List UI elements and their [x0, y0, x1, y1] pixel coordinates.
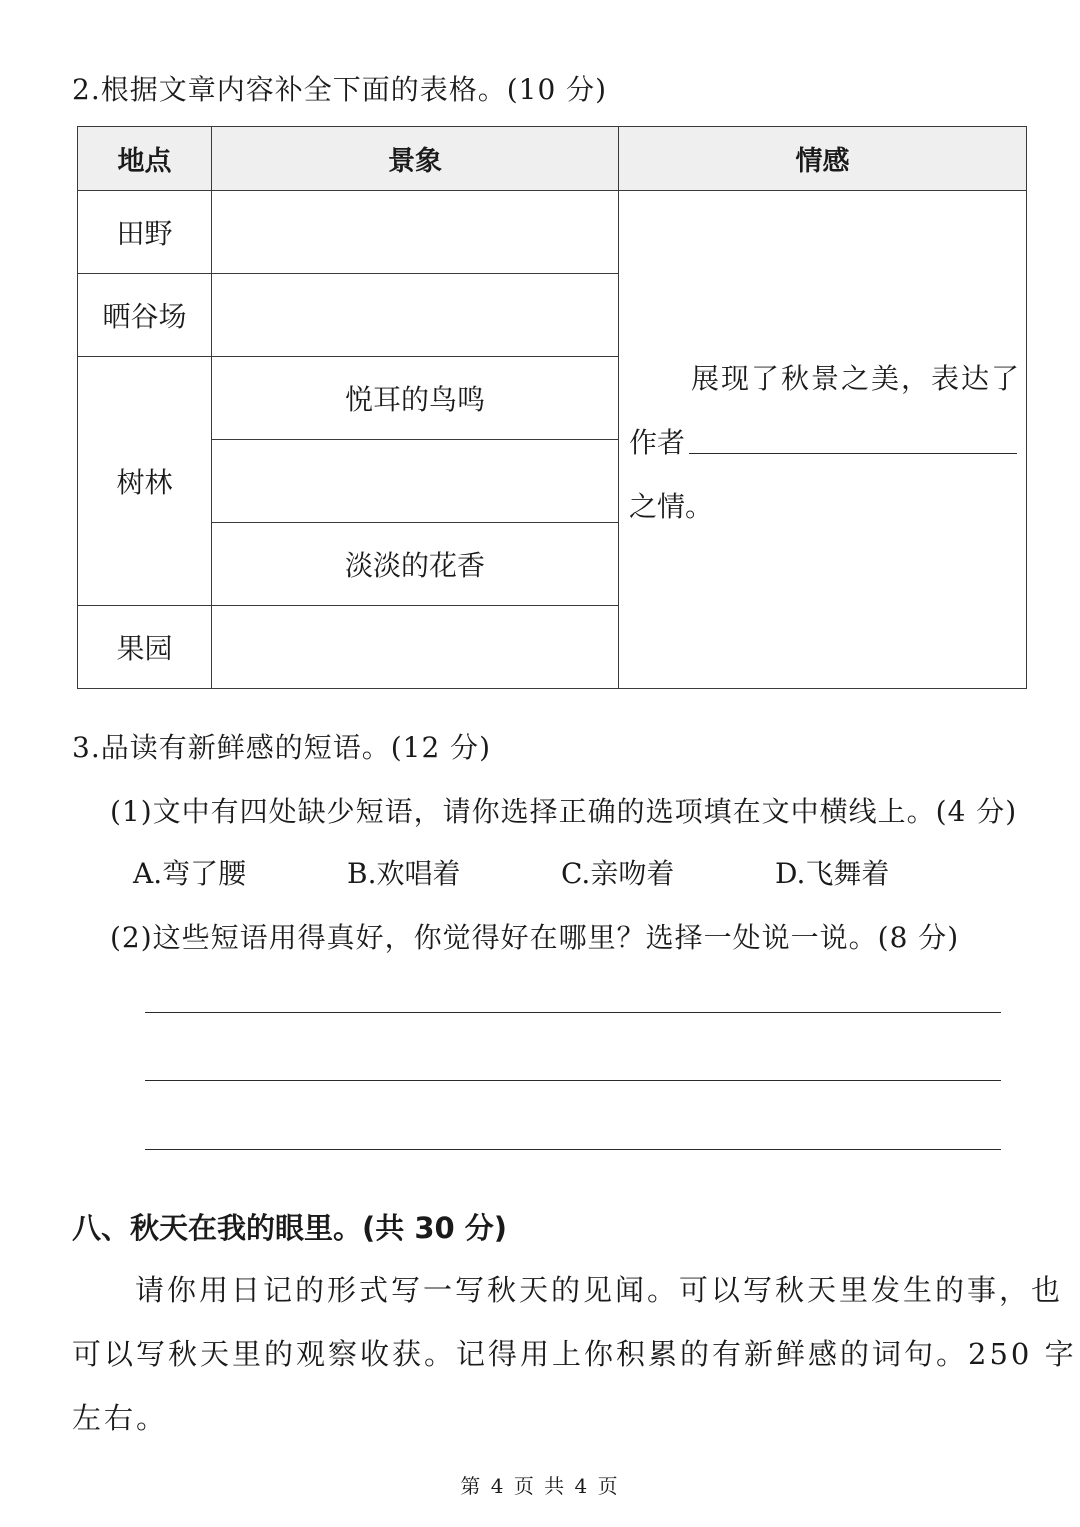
question-3-title: 3.品读有新鲜感的短语。(12 分) — [72, 731, 492, 764]
scene-answer-cell[interactable] — [212, 606, 619, 689]
emotion-line-3: 之情。 — [629, 490, 714, 523]
header-scene: 景象 — [212, 127, 619, 191]
fill-in-table — [77, 126, 1027, 689]
prompt-line-3: 左右。 — [72, 1401, 169, 1435]
place-cell: 树林 — [78, 357, 212, 606]
answer-line-2[interactable] — [145, 1080, 1001, 1081]
page-number: 第 4 页 共 4 页 — [460, 1474, 620, 1498]
emotion-line-2: 作者 — [629, 426, 686, 459]
emotion-line-1: 展现了秋景之美，表达了 — [691, 362, 1022, 395]
emotion-cell — [619, 191, 1027, 689]
scene-cell: 淡淡的花香 — [212, 523, 619, 606]
question-3-part-1: (1)文中有四处缺少短语，请你选择正确的选项填在文中横线上。(4 分) — [110, 795, 1018, 828]
answer-line-1[interactable] — [145, 1012, 1001, 1013]
scene-answer-cell[interactable] — [212, 274, 619, 357]
option-c: C.亲吻着 — [561, 857, 675, 890]
place-cell: 晒谷场 — [78, 274, 212, 357]
table-row — [78, 191, 1027, 274]
emotion-answer-blank[interactable] — [689, 453, 1017, 454]
place-cell: 果园 — [78, 606, 212, 689]
option-b: B.欢唱着 — [347, 857, 461, 890]
header-emotion: 情感 — [619, 127, 1027, 191]
option-a: A.弯了腰 — [133, 857, 247, 890]
scene-cell: 悦耳的鸟鸣 — [212, 357, 619, 440]
scene-answer-cell[interactable] — [212, 191, 619, 274]
option-d: D.飞舞着 — [775, 857, 890, 890]
prompt-line-2: 可以写秋天里的观察收获。记得用上你积累的有新鲜感的词句。250 字 — [72, 1337, 1077, 1371]
scene-answer-cell[interactable] — [212, 440, 619, 523]
place-cell: 田野 — [78, 191, 212, 274]
table-header-row — [78, 127, 1027, 191]
answer-line-3[interactable] — [145, 1149, 1001, 1150]
question-3-part-2: (2)这些短语用得真好，你觉得好在哪里？选择一处说一说。(8 分) — [110, 921, 960, 954]
question-2-title: 2.根据文章内容补全下面的表格。(10 分) — [72, 73, 608, 106]
header-place: 地点 — [78, 127, 212, 191]
prompt-line-1: 请你用日记的形式写一写秋天的见闻。可以写秋天里发生的事，也 — [135, 1273, 1064, 1307]
section-8-title: 八、秋天在我的眼里。(共 30 分) — [72, 1211, 508, 1245]
